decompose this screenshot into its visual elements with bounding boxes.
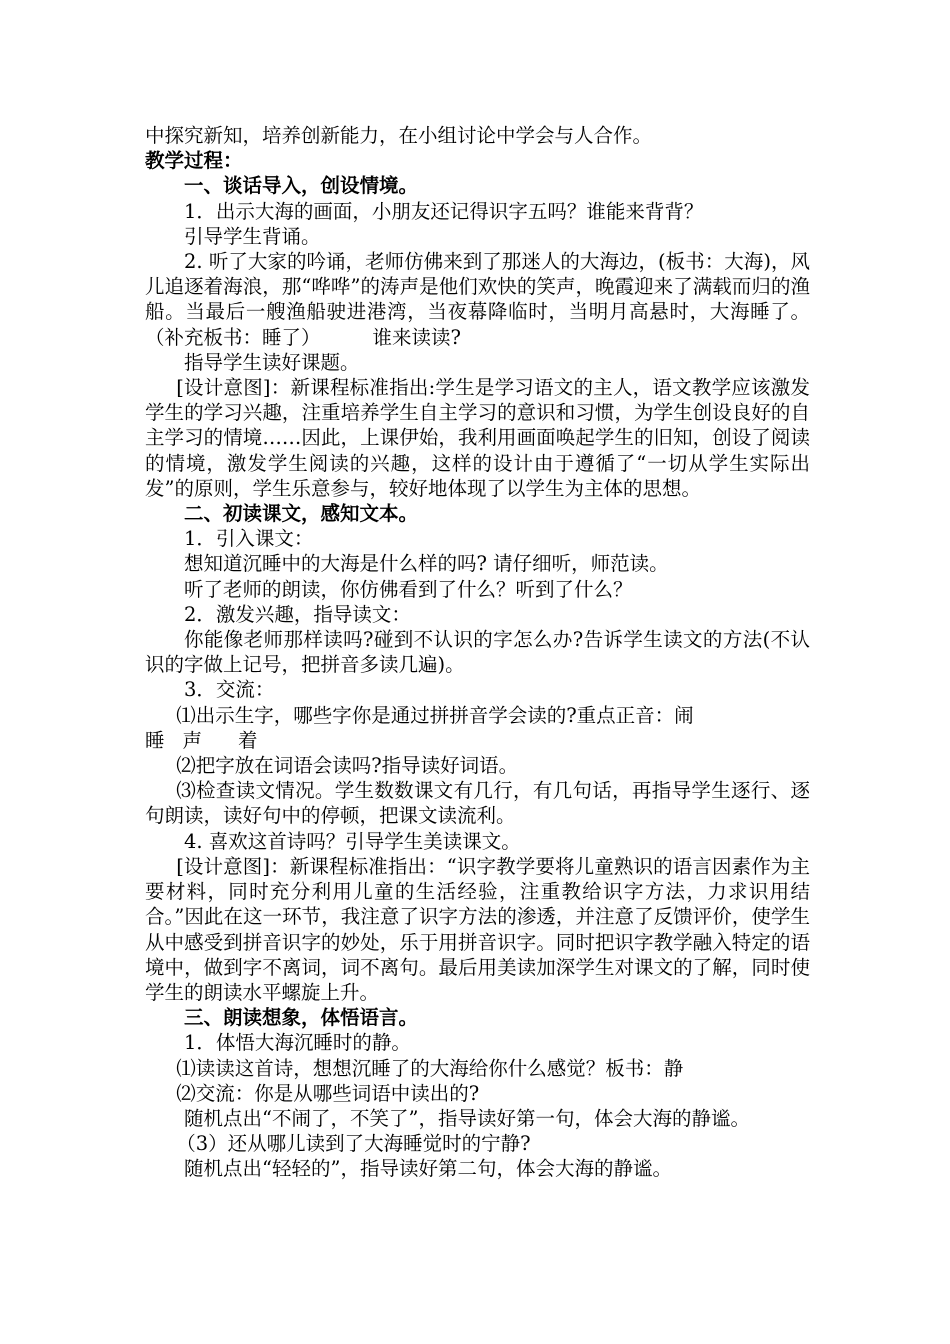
paragraph: （3）还从哪儿读到了大海睡觉时的宁静? (176, 1132, 531, 1156)
paragraph: 引导学生背诵。 (184, 224, 321, 248)
paragraph: 你能像老师那样读吗?碰到不认识的字怎么办?告诉学生读文的方法(不认识的字做上记号，把拼音多读几遍)。 (145, 628, 810, 677)
paragraph: 指导学生读好课题。 (184, 350, 360, 374)
design-intent-paragraph: [设计意图]：新课程标准指出:学生是学习语文的主人，语文教学应该激发学生的学习兴趣，注重培养学生自主学习的意识和习惯，为学生创设良好的自主学习的情境……因此，上课伊始，我利用画面唤起学生的旧知，创设了阅读的情境，激发学生阅读的兴趣，这样的设计由于遵循了“一切从学生实际出发”的原则，学生乐意参与，较好地体现了以学生为主体的思想。 (145, 376, 810, 500)
paragraph: 听了老师的朗读，你仿佛看到了什么？听到了什么？ (184, 577, 633, 601)
paragraph: 1．体悟大海沉睡时的静。 (184, 1031, 411, 1055)
paragraph: ⑴读读这首诗，想想沉睡了的大海给你什么感觉？板书：静 (176, 1056, 684, 1080)
paragraph: 2．激发兴趣，指导读文： (184, 602, 411, 626)
paragraph: ⑵把字放在词语会读吗?指导读好词语。 (176, 754, 519, 778)
paragraph: 3．交流： (184, 678, 275, 702)
character-list (145, 728, 810, 753)
paragraph-text: 谁来读读? (372, 325, 461, 349)
section-heading-3: 三、朗读想象，体悟语言。 (184, 1006, 419, 1030)
paragraph: 随机点出“轻轻的”，指导读好第二句，体会大海的静谧。 (184, 1157, 672, 1181)
character: 声 (182, 728, 203, 752)
paragraph-text: 2. 听了大家的吟诵，老师仿佛来到了那迷人的大海边，(板书：大海)，风儿追逐着海浪，那“哗哗”的涛声是他们欢快的笑声，晚霞迎来了满载而归的渔船。当最后一艘渔船驶进港湾，当夜幕降临时，当明月高悬时，大海睡了。（补充板书：睡了） (145, 250, 810, 349)
paragraph: ⑴出示生字，哪些字你是通过拼拼音学会读的?重点正音：闹 (176, 703, 694, 727)
section-heading-process: 教学过程： (145, 149, 243, 173)
paragraph: 1．引入课文： (184, 527, 314, 551)
paragraph: 中探究新知，培养创新能力，在小组讨论中学会与人合作。 (145, 124, 653, 147)
paragraph: ⑶检查读文情况。学生数数课文有几行，有几句话，再指导学生逐行、逐句朗读，读好句中的停顿，把课文读流利。 (145, 779, 810, 828)
section-heading-2: 二、初读课文，感知文本。 (184, 502, 419, 526)
paragraph: ⑵交流：你是从哪些词语中读出的? (176, 1081, 480, 1105)
paragraph: 4. 喜欢这首诗吗？引导学生美读课文。 (184, 829, 521, 853)
design-intent-paragraph: [设计意图]：新课程标准指出：“识字教学要将儿童熟识的语言因素作为主要材料，同时充分利用儿童的生活经验，注重教给识字方法，力求识用结合。”因此在这一环节，我注意了识字方法的渗透，并注意了反馈评价，使学生从中感受到拼音识字的妙处，乐于用拼音识字。同时把识字教学融入特定的语境中，做到字不离词，词不离句。最后用美读加深学生对课文的了解，同时使学生的朗读水平螺旋上升。 (145, 854, 810, 1004)
document-page (145, 123, 810, 1182)
paragraph: 随机点出“不闹了，不笑了”，指导读好第一句，体会大海的静谧。 (184, 1106, 750, 1130)
paragraph: 1．出示大海的画面，小朋友还记得识字五吗？谁能来背背？ (184, 199, 704, 223)
character: 着 (238, 728, 258, 752)
paragraph (145, 249, 810, 350)
section-heading-1: 一、谈话导入，创设情境。 (184, 174, 419, 198)
character: 睡 (145, 728, 165, 752)
paragraph: 想知道沉睡中的大海是什么样的吗? 请仔细听，师范读。 (184, 552, 669, 576)
